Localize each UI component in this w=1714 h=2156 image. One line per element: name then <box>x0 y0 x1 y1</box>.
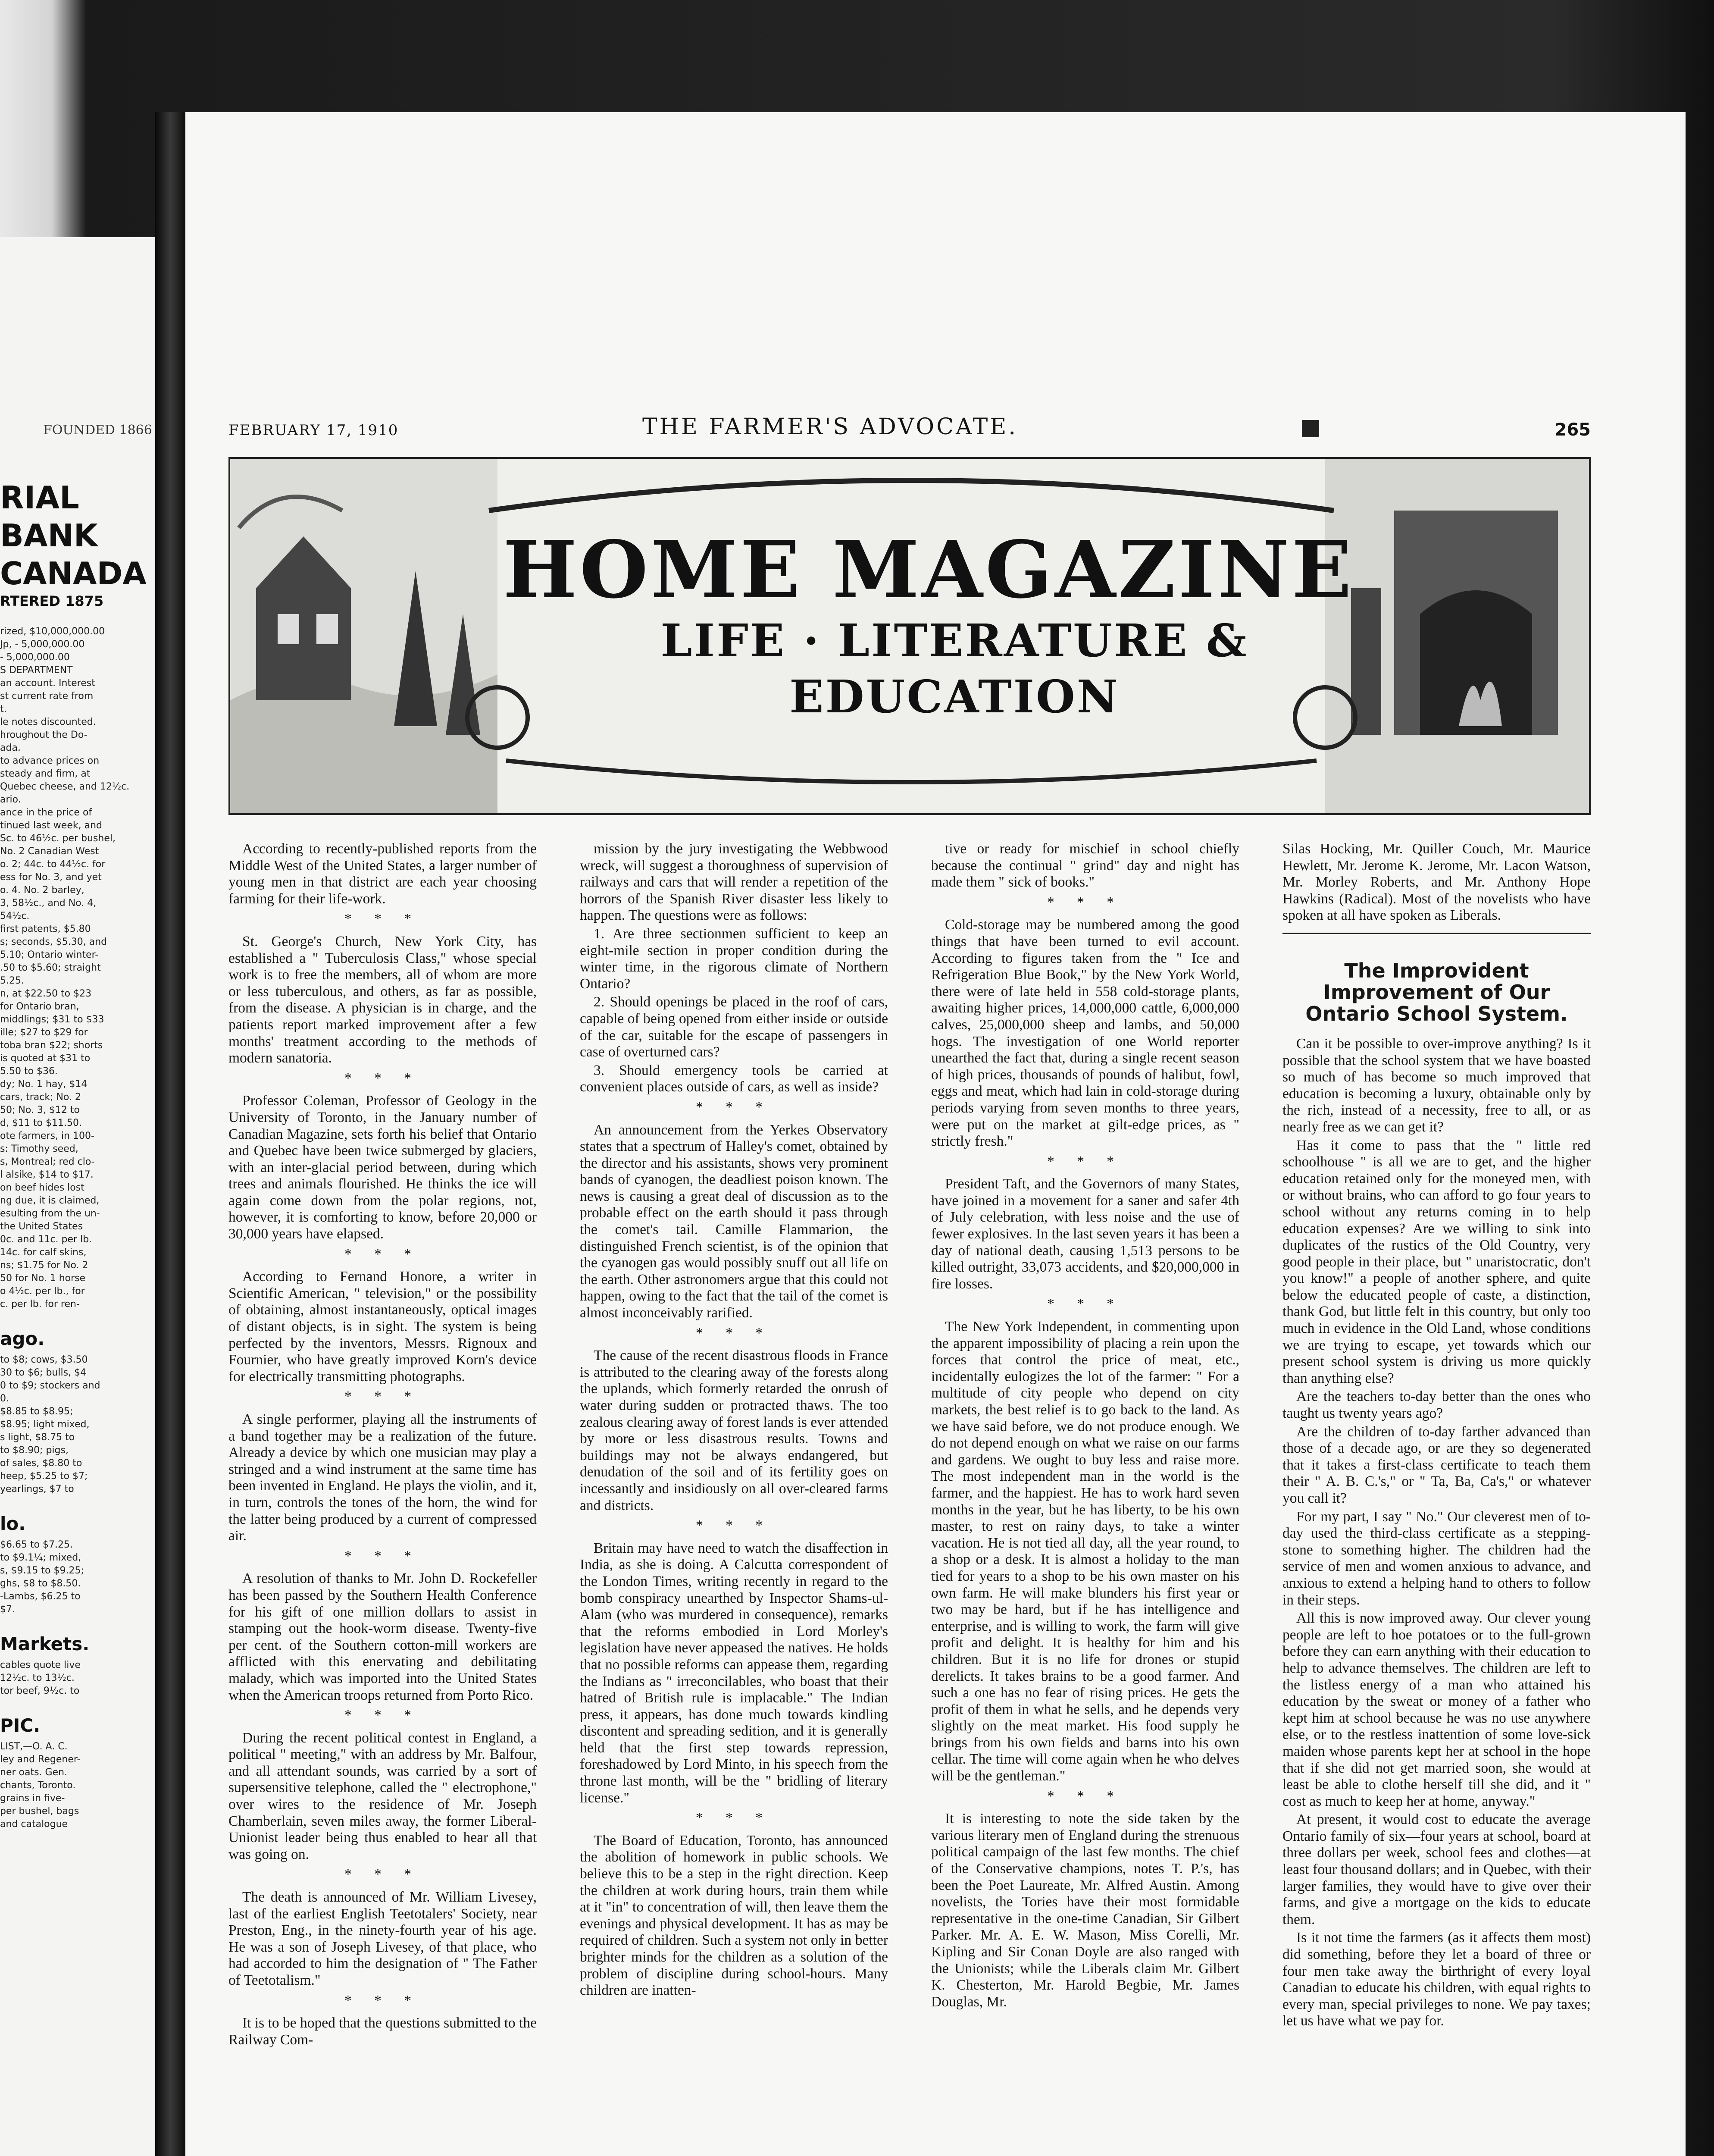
adjacent-text-line: s, Montreal; red clo- <box>0 1156 95 1167</box>
paragraph: The Board of Education, Toronto, has announced the abolition of homework in public schools. We believe this to be a step in the right direction. Keep the children at work during hours, train them while at it "in" to concentration of will, then leave them the evenings and physical development. It has as may be required of children. Such a system not only in better brighter minds for the children as a solution of the problem of discipline during school-hours. Many children are inatten- <box>580 1832 888 1999</box>
adjacent-founded-label: FOUNDED 1866 <box>43 423 152 438</box>
adjacent-text-line: c. per lb. for ren- <box>0 1299 80 1310</box>
article-column-4 <box>1282 841 1591 2156</box>
paragraph: According to Fernand Honore, a writer in Scientific American, " television," or the possibility of obtaining, almost instantaneously, optical images of distant objects, is in sight. The system is being perfected by the inventors, Messrs. Rignoux and Fournier, who have greatly improved Korn's device for electrically transmitting photographs. <box>228 1269 537 1385</box>
adjacent-text-line: to advance prices on <box>0 755 100 766</box>
adjacent-text-line: No. 2 Canadian West <box>0 846 99 857</box>
adjacent-text-line: esulting from the un- <box>0 1208 100 1219</box>
house-window <box>316 614 338 644</box>
essay-heading: The Improvident Improvement of Our Ontario School System. <box>1305 959 1568 1025</box>
adjacent-text-line: ada. <box>0 743 21 753</box>
adjacent-text-line: $6.65 to $7.25. <box>0 1539 73 1550</box>
adjacent-text-line: the United States <box>0 1221 83 1232</box>
section-separator: * * * <box>344 1070 421 1086</box>
adjacent-text-line: steady and firm, at <box>0 768 91 779</box>
adjacent-heading: PIC. <box>0 1715 41 1736</box>
adjacent-text-line: ance in the price of <box>0 807 92 818</box>
adjacent-text-line: first patents, $5.80 <box>0 924 91 934</box>
column-4-intro: Silas Hocking, Mr. Quiller Couch, Mr. Maurice Hewlett, Mr. Jerome K. Jerome, Mr. Lacon Watson, Mr. Morley Roberts, and Mr. Anthony Hope Hawkins (Radical). Most of the novelists who have spoken at all have spoken as Liberals. <box>1282 841 1591 924</box>
adjacent-text-line: Quebec cheese, and 12½c. <box>0 781 130 792</box>
adjacent-text-line: for Ontario bran, <box>0 1001 79 1012</box>
section-separator: * * * <box>1047 1153 1123 1169</box>
adjacent-text-line: -Lambs, $6.25 to <box>0 1591 81 1602</box>
section-separator: * * * <box>344 1548 421 1564</box>
paragraph: It is to be hoped that the questions submitted to the Railway Com- <box>228 2015 537 2048</box>
paragraph: Cold-storage may be numbered among the good things that have been turned to evil account. According to figures taken from the " Ice and Refrigeration Blue Book," by the New York World, there were of late held in 558 cold-storage plants, awaiting higher prices, 14,000,000 cattle, 6,000,000 calves, 25,000,000 sheep and lambs, and 50,000 hogs. The investigation of one World reporter unearthed the fact that, during a single recent season of high prices, thousands of pounds of halibut, fowl, eggs and meat, which had lain in cold-storage during periods varying from seven months to three years, were put on the market at gilt-edge prices, as " strictly fresh." <box>931 917 1239 1150</box>
adjacent-text-line: to $8; cows, $3.50 <box>0 1354 88 1365</box>
paragraph: St. George's Church, New York City, has established a " Tuberculosis Class," whose special work is to free the members, all of whom are more or less tuberculous, and others, as far as possible, from the disease. A physician is in charge, and the patients report marked improvement after a few months' treatment according to the methods of modern sanatoria. <box>228 933 537 1066</box>
adjacent-text-line: s, $9.15 to $9.25; <box>0 1565 84 1576</box>
paragraph: 1. Are three sectionmen sufficient to keep an eight-mile section in proper condition during the winter time, in the rigorous climate of Northern Ontario? <box>580 925 888 992</box>
adjacent-text-line: LIST,—O. A. C. <box>0 1741 68 1752</box>
adjacent-text-line: $8.95; light mixed, <box>0 1419 90 1430</box>
adjacent-text-line: to $9.1¼; mixed, <box>0 1552 81 1563</box>
adjacent-text-line: t. <box>0 704 7 714</box>
ink-mark <box>1302 420 1319 437</box>
paragraph: The death is announced of Mr. William Livesey, last of the earliest English Teetotalers' Society, near Preston, Eng., in the ninety-fourth year of his age. He was a son of Joseph Livesey, of that place, who had accorded to him the designation of " The Father of Teetotalism." <box>228 1889 537 1988</box>
section-separator: * * * <box>696 1099 772 1115</box>
paragraph: 3. Should emergency tools be carried at convenient places outside of cars, as well as inside? <box>580 1062 888 1095</box>
issue-date: FEBRUARY 17, 1910 <box>228 422 399 439</box>
section-separator: * * * <box>1047 1788 1123 1804</box>
paragraph: tive or ready for mischief in school chiefly because the continual " grind" day and night has made them " sick of books." <box>931 841 1239 890</box>
adjacent-text-line: dy; No. 1 hay, $14 <box>0 1079 88 1090</box>
adjacent-text-line: to $8.90; pigs, <box>0 1445 69 1456</box>
adjacent-text-line: n, at $22.50 to $23 <box>0 988 92 999</box>
adjacent-text-line: s; seconds, $5.30, and <box>0 937 107 947</box>
adjacent-heading: Markets. <box>0 1633 90 1655</box>
adjacent-text-line: o. 4. No. 2 barley, <box>0 885 84 896</box>
paragraph: Is it not time the farmers (as it affects them most) did something, before they let a board of three or four men take away the birthright of every loyal Canadian to educate his children, with equal rights to every man, special privileges to none. We pay taxes; let us have what we pay for. <box>1282 1930 1591 2029</box>
adjacent-text-line: $8.85 to $8.95; <box>0 1406 73 1417</box>
paragraph: According to recently-published reports from the Middle West of the United States, a larger number of young men in that district are each year choosing farming for their life-work. <box>228 841 537 907</box>
paragraph: Britain may have need to watch the disaffection in India, as she is doing. A Calcutta correspondent of the London Times, writing recently in regard to the bomb conspiracy unearthed by Inspector Shams-ul-Alam (who was murdered in consequence), remarks that the reforms embodied in Lord Morley's legislation have never appeased the natives. He holds that no possible reforms can appease them, regarding the Indians as " irreconcilables, who boast that their hatred of British rule is implacable." The Indian press, it appears, has done much towards kindling discontent and spreading sedition, and it is generally held that the first step towards repression, foreshadowed by Lord Minto, in his speech from the throne last month, will be the " bridling of literary license." <box>580 1540 888 1806</box>
banner-scroll-bottom <box>506 761 1317 782</box>
adjacent-text-line: of sales, $8.80 to <box>0 1458 82 1469</box>
page-header <box>228 414 1591 448</box>
adjacent-text-line: yearlings, $7 to <box>0 1484 74 1495</box>
adjacent-text-line: and catalogue <box>0 1819 68 1830</box>
adjacent-text-line: ghs, $8 to $8.50. <box>0 1578 81 1589</box>
paragraph: Has it come to pass that the " little red schoolhouse " is all we are to get, and the higher education retained only for the moneyed men, with or without brains, who can afford to go four years to school without any returns coming in to help education expenses? Are we willing to sink into duplicates of the rustics of the Old Country, very good people in their place, but " unaristocratic, don't you know!" a people of another sphere, and quite below the educated people of caste, a distinction, thank God, but little felt in this country, but only too much in evidence in the Old Land, whose conditions we are trying to escape, yet towards which our present school system is driving us more quickly than anything else? <box>1282 1137 1591 1386</box>
adjacent-text-line: - 5,000,000.00 <box>0 652 70 663</box>
section-separator: * * * <box>696 1517 772 1534</box>
adjacent-text-line: heep, $5.25 to $7; <box>0 1471 88 1482</box>
adjacent-text-line: 0c. and 11c. per lb. <box>0 1234 92 1245</box>
house-window <box>278 614 299 644</box>
paragraph: Are the teachers to-day better than the ones who taught us twenty years ago? <box>1282 1388 1591 1422</box>
adjacent-text-line: 50; No. 3, $12 to <box>0 1105 80 1116</box>
adjacent-text-line: per bushel, bags <box>0 1806 79 1817</box>
section-separator: * * * <box>344 1866 421 1883</box>
adjacent-text-line: is quoted at $31 to <box>0 1053 91 1064</box>
adjacent-text-line: cars, track; No. 2 <box>0 1092 81 1103</box>
publication-title: THE FARMER'S ADVOCATE. <box>642 414 1018 440</box>
section-divider <box>1282 933 1591 934</box>
book-gutter <box>155 112 185 2156</box>
adjacent-text-line: hroughout the Do- <box>0 730 88 740</box>
adjacent-text-line: s: Timothy seed, <box>0 1144 78 1154</box>
article-column-2 <box>580 841 888 2156</box>
adjacent-text-line: middlings; $31 to $33 <box>0 1014 104 1025</box>
paragraph: The New York Independent, in commenting upon the apparent impossibility of placing a rein upon the forces that control the price of meat, etc., incidentally eulogizes the lot of the farmer: " For a multitude of city people who depend on city markets, the best relief is to go back to the land. As we have said before, we do not produce enough. We do not depend enough on what we raise on our farms and gardens. We ought to buy less and raise more. The most independent man in the world is the farmer, and the happiest. He has to work hard seven months in the year, but he has liberty, to be his own master, to rest on rainy days, to take a winter vacation. He is not tied all day, all the year round, to a shop or a desk. It is almost a holiday to the man tied for years to a shop to be his own master on his own farm. He will make blunders his first year or two may be hard, but if he has intelligence and enterprise, and is willing to work, the farm will give profit and delight. It is healthy for him and his children. But it is no life for drones or stupid derelicts. It takes brains to be a good farmer. And such a one has no fear of rising prices. He gets the profit of them in what he sells, and he depends very slightly on the meat market. His food supply he brings from his own fields and barns into his own cellar. The time will come again when he who delves will be the gentleman." <box>931 1319 1239 1784</box>
section-separator: * * * <box>1047 1296 1123 1312</box>
adjacent-text-line: st current rate from <box>0 691 94 702</box>
adjacent-text-line: rized, $10,000,000.00 <box>0 626 105 637</box>
adjacent-text-line: ario. <box>0 794 21 805</box>
paragraph: Are the children of to-day farther advanced than those of a decade ago, or are they so degenerated that it takes a first-class certificate to teach them their " A. B. C.'s," or " Ta, Ba, Ca's," or whatever you call it? <box>1282 1423 1591 1506</box>
adjacent-text-line: ote farmers, in 100- <box>0 1131 94 1141</box>
adjacent-text-line: le notes discounted. <box>0 717 96 727</box>
banner-scroll-top <box>489 480 1334 511</box>
adjacent-text-line: chants, Toronto. <box>0 1780 76 1791</box>
paragraph: A single performer, playing all the instruments of a band together may be a realization of the future. Already a device by which one musician may play a stringed and a wind instrument at the same time has been invented in England. He plays the violin, and it, in turn, controls the tones of the horn, the wind for the latter being produced by a current of compressed air. <box>228 1411 537 1544</box>
adjacent-text-line: 0. <box>0 1393 9 1404</box>
page-number: 265 <box>1554 420 1591 440</box>
adjacent-text-line: ess for No. 3, and yet <box>0 872 102 883</box>
adjacent-text-line: ley and Regener- <box>0 1754 81 1765</box>
paragraph: A resolution of thanks to Mr. John D. Rockefeller has been passed by the Southern Health Conference for his gift of one million dollars to assist in stamping out the hook-worm disease. Twenty-five per cent. of the Southern cotton-mill workers are afflicted with this enervating and debilitating malady, which was imported into the United States when the American troops returned from Porto Rico. <box>228 1570 537 1703</box>
essay-body <box>1282 1036 1591 2030</box>
adjacent-text-line: l alsike, $14 to $17. <box>0 1169 94 1180</box>
adjacent-text-line: 5.50 to $36. <box>0 1066 58 1077</box>
adjacent-text-line: $7. <box>0 1604 15 1615</box>
section-separator: * * * <box>696 1325 772 1341</box>
home-magazine-banner <box>228 457 1591 815</box>
adjacent-text-line: d, $11 to $11.50. <box>0 1118 82 1128</box>
adjacent-heading: ago. <box>0 1328 45 1349</box>
adjacent-page-fragment <box>0 237 158 2156</box>
paragraph: An announcement from the Yerkes Observatory states that a spectrum of Halley's comet, obtained by the director and his assistants, shows very prominent bands of cyanogen, the deadliest poison known. The news is causing a great deal of discussion as to the probable effect on the earth should it pass through the comet's tail. Camille Flammarion, the distinguished French scientist, is of the opinion that the cyanogen gas would possibly snuff out all life on the earth. Other astronomers argue that this could not happen, owing to the fact that the tail of the comet is almost inconceivably rarified. <box>580 1122 888 1321</box>
adjacent-text-line: .50 to $5.60; straight <box>0 962 101 973</box>
paragraph: It is interesting to note the side taken by the various literary men of England during the strenuous political campaign of the last few months. The chief of the Conservative champions, notes T. P.'s, has been the Poet Laureate, Mr. Alfred Austin. Among novelists, the Tories have their most formidable representative in the one-time Canadian, Sir Gilbert Parker. Mr. A. E. W. Mason, Miss Corelli, Mr. Kipling and Sir Conan Doyle are also ranged with the Unionists; while the Liberals claim Mr. Gilbert K. Chesterton, Mr. Harold Begbie, Mr. James Douglas, Mr. <box>931 1811 1239 2010</box>
adjacent-text-line: S DEPARTMENT <box>0 665 73 676</box>
section-separator: * * * <box>1047 894 1123 910</box>
magazine-page <box>185 112 1686 2156</box>
paragraph: 2. Should openings be placed in the roof of cars, capable of being opened from either inside or outside of the car, suitable for the escape of passengers in case of overturned cars? <box>580 994 888 1060</box>
adjacent-text-line: an account. Interest <box>0 678 95 689</box>
paragraph: All this is now improved away. Our clever young people are left to hoe potatoes or to the full-grown before they can earn anything with their education to help to advance themselves. The children are left to the listless energy of a man who attained his education by the sweat or money of a father who kept him at school because he was no use anywhere else, or to the restless inattention of some love-sick maiden whose parents kept her at school in the hope that if she did not get married soon, she would at least be able to clothe herself till she did, and it " cost as much to keep her at home, anyway." <box>1282 1610 1591 1809</box>
section-separator: * * * <box>344 911 421 927</box>
adjacent-text-line: grains in five- <box>0 1793 65 1804</box>
section-separator: * * * <box>344 1246 421 1262</box>
section-separator: * * * <box>344 1707 421 1724</box>
section-separator: * * * <box>344 1992 421 2009</box>
article-column-1 <box>228 841 537 2156</box>
paragraph: The cause of the recent disastrous floods in France is attributed to the clearing away of the forests along the uplands, which formerly retarded the onrush of water during sudden or protracted thaws. The too zealous clearing away of forest lands is ever attended by more or less disastrous results. Towns and buildings may not be always endangered, but denudation of the soil and of its fertility goes on incessantly and insidiously on all over-cleared farms and districts. <box>580 1348 888 1514</box>
adjacent-heading: lo. <box>0 1513 26 1534</box>
adjacent-text-line: toba bran $22; shorts <box>0 1040 103 1051</box>
banner-subtitle-line2: EDUCATION <box>789 670 1120 723</box>
adjacent-text-line: 14c. for calf skins, <box>0 1247 87 1258</box>
paragraph: President Taft, and the Governors of many States, have joined in a movement for a saner and safer 4th of July celebration, with less noise and the use of fewer explosives. In the last seven years it has been a day of national death, causing 1,513 persons to be killed outright, 33,073 accidents, and $20,000,000 in fire losses. <box>931 1176 1239 1292</box>
banner-subtitle-line1: LIFE · LITERATURE & <box>660 614 1248 667</box>
adjacent-text-line: 12½c. to 13½c. <box>0 1673 75 1683</box>
adjacent-text-line: s light, $8.75 to <box>0 1432 75 1443</box>
adjacent-text-line: Sc. to 46½c. per bushel, <box>0 833 116 844</box>
paragraph: mission by the jury investigating the Webbwood wreck, will suggest a thoroughness of supervision of railways and cars that will render a repetition of the horrors of the Spanish River disaster less likely to happen. The questions were as follows: <box>580 841 888 924</box>
adjacent-text-line: ille; $27 to $29 for <box>0 1027 88 1038</box>
adjacent-text-line: 0 to $9; stockers and <box>0 1380 100 1391</box>
section-separator: * * * <box>344 1388 421 1405</box>
adjacent-text-line: ner oats. Gen. <box>0 1767 68 1778</box>
adjacent-text-line: 5.25. <box>0 975 24 986</box>
adjacent-text-line: on beef hides lost <box>0 1182 84 1193</box>
adjacent-text-line: tor beef, 9½c. to <box>0 1686 80 1696</box>
adjacent-text-line: Jp, - 5,000,000.00 <box>0 639 85 650</box>
paragraph: Professor Coleman, Professor of Geology in the University of Toronto, in the January number of Canadian Magazine, sets forth his belief that Ontario and Quebec have been twice submerged by glaciers, with an inter-glacial period between, during which trees and animals flourished. He thinks the ice will again come down from the polar regions, not, however, it is comforting to know, before 20,000 or 30,000 years have elapsed. <box>228 1093 537 1242</box>
adjacent-text-line: cables quote live <box>0 1660 81 1670</box>
adjacent-text-line: ng due, it is claimed, <box>0 1195 100 1206</box>
paragraph: For my part, I say " No." Our cleverest men of to-day used the third-class certificate as a stepping-stone to something higher. The children had the service of men and women anxious to advance, and anxious to extend a helping hand to others to follow in their steps. <box>1282 1508 1591 1608</box>
paragraph: Can it be possible to over-improve anything? Is it possible that the school system that we have boasted so much of has become so much improved that education is becoming a luxury, obtainable only by the rich, instead of a necessity, free to all, or as nearly free as we can get it? <box>1282 1035 1591 1135</box>
article-column-3 <box>931 841 1239 2156</box>
adjacent-text-line: 30 to $6; bulls, $4 <box>0 1367 87 1378</box>
adjacent-text-line: 50 for No. 1 horse <box>0 1273 86 1284</box>
adjacent-text-line: 3, 58½c., and No. 4, <box>0 898 97 909</box>
adjacent-text-line: ns; $1.75 for No. 2 <box>0 1260 88 1271</box>
adjacent-text-line: tinued last week, and <box>0 820 102 831</box>
adjacent-bank-name: RIAL BANK CANADA RTERED 1875 <box>0 479 147 609</box>
section-separator: * * * <box>696 1810 772 1826</box>
adjacent-text-line: 5.10; Ontario winter- <box>0 950 99 960</box>
adjacent-text-line: o. 2; 44c. to 44½c. for <box>0 859 106 870</box>
banner-title: HOME MAGAZINE <box>503 523 1354 616</box>
adjacent-text-line: o 4½c. per lb., for <box>0 1286 85 1297</box>
paragraph: During the recent political contest in England, a political " meeting," with an address by Mr. Balfour, and all attendant sounds, was carried by a sort of supersensitive telephone, called the " electrophone," over wires to the residence of Mr. Joseph Chamberlain, seven miles away, the former Liberal-Unionist leader being thus enabled to hear all that was going on. <box>228 1730 537 1862</box>
adjacent-page-text <box>0 625 155 1831</box>
paragraph: At present, it would cost to educate the average Ontario family of six—four years at school, board at three dollars per week, school fees and clothes—at least four thousand dollars; and in Quebec, with their larger families, they would have to give over their farms, and give a mortgage on the kids to educate them. <box>1282 1811 1591 1927</box>
adjacent-text-line: 54½c. <box>0 911 30 921</box>
